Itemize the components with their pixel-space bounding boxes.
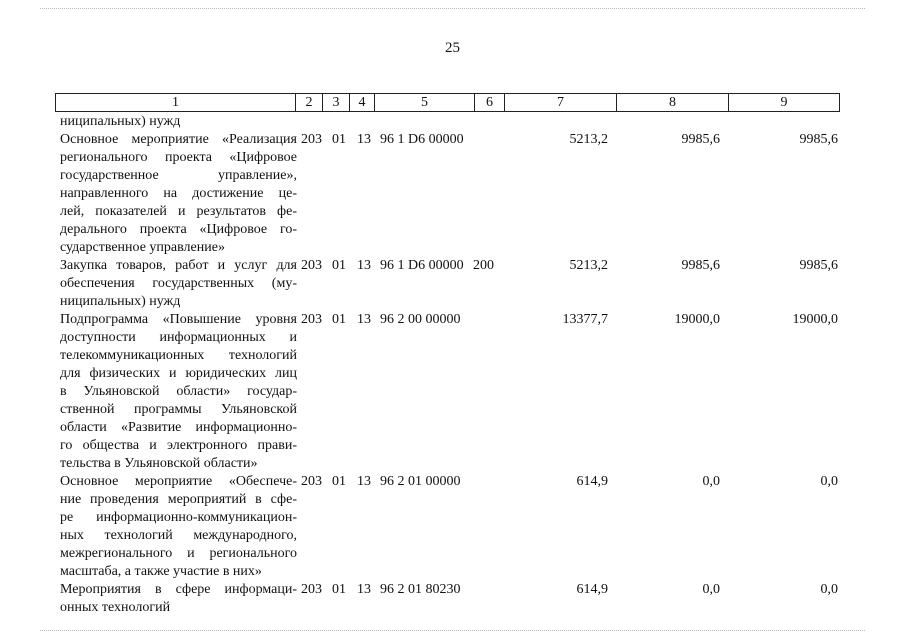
- cell-col-2: 203: [301, 132, 322, 147]
- cell-col-7: 5213,2: [569, 258, 608, 273]
- table-row: [60, 257, 860, 311]
- table-header: [55, 93, 840, 112]
- header-col-2: 2: [296, 94, 323, 111]
- cell-col-4: 13: [357, 132, 371, 147]
- description-line: межрегионального и регионального: [60, 546, 297, 561]
- header-col-5: 5: [375, 94, 475, 111]
- header-col-9: 9: [780, 95, 788, 110]
- description-line: ственной программы Ульяновской: [60, 402, 297, 417]
- header-col-4: 4: [350, 94, 375, 111]
- description-line: го общества и электронного прави-: [60, 438, 297, 453]
- description-line: Мероприятия в сфере информаци-: [60, 582, 297, 597]
- header-col-8: 8: [617, 94, 729, 111]
- cell-col-3: 01: [332, 258, 346, 273]
- cell-col-8: 19000,0: [674, 312, 720, 327]
- scan-edge-bottom: [40, 630, 865, 632]
- cell-col-5: 96 2 00 00000: [380, 312, 461, 327]
- description-line: ниципальных) нужд: [60, 294, 181, 309]
- cell-col-3: 01: [332, 582, 346, 597]
- cell-col-4: 13: [357, 582, 371, 597]
- description-line: тельства в Ульяновской области»: [60, 456, 258, 471]
- row-description: [60, 581, 297, 617]
- cell-col-7: 13377,7: [562, 312, 608, 327]
- cell-col-2: 203: [301, 474, 322, 489]
- cell-col-8: 9985,6: [681, 132, 720, 147]
- cell-col-9: 9985,6: [799, 132, 838, 147]
- cell-col-8: 0,0: [702, 474, 720, 489]
- cell-col-7: 614,9: [576, 474, 608, 489]
- cell-col-5: 96 2 01 00000: [380, 474, 461, 489]
- description-line: Подпрограмма «Повышение уровня: [60, 312, 297, 327]
- description-line: лей, показателей и результатов фе-: [60, 204, 297, 219]
- cell-col-4: 13: [357, 258, 371, 273]
- header-col-6: 6: [475, 94, 505, 111]
- description-line: государственное управление»,: [60, 168, 297, 183]
- scan-edge-top: [40, 8, 865, 10]
- cell-col-4: 13: [357, 312, 371, 327]
- cell-col-4: 13: [357, 474, 371, 489]
- description-line: онных технологий: [60, 600, 171, 615]
- cell-col-3: 01: [332, 132, 346, 147]
- row-description: [60, 131, 297, 257]
- cell-col-5: 96 2 01 80230: [380, 582, 461, 597]
- description-line: обеспечения государственных (му-: [60, 276, 297, 291]
- row-description: [60, 311, 297, 473]
- description-line: в Ульяновской области» государ-: [60, 384, 297, 399]
- description-line: ние проведения мероприятий в сфе-: [60, 492, 297, 507]
- description-line: масштаба, а также участие в них»: [60, 564, 262, 579]
- cell-col-2: 203: [301, 582, 322, 597]
- description-line: области «Развитие информационно-: [60, 420, 297, 435]
- description-line: ных технологий международного,: [60, 528, 297, 543]
- description-line: Основное мероприятие «Обеспече-: [60, 474, 297, 489]
- cell-col-8: 0,0: [702, 582, 720, 597]
- description-line: доступности информационных и: [60, 330, 297, 345]
- table-row: [60, 311, 860, 473]
- description-line: ре информационно-коммуникацион-: [60, 510, 297, 525]
- header-col-3: 3: [323, 94, 350, 111]
- table-body: [60, 113, 860, 617]
- cell-col-3: 01: [332, 474, 346, 489]
- cell-col-3: 01: [332, 312, 346, 327]
- cell-col-9: 0,0: [820, 582, 838, 597]
- row-description: [60, 257, 297, 311]
- cell-col-5: 96 1 D6 00000: [380, 258, 464, 273]
- page-number: 25: [445, 40, 460, 56]
- cell-col-9: 9985,6: [799, 258, 838, 273]
- row-description: [60, 113, 297, 131]
- table-row: [60, 581, 860, 617]
- table-row: [60, 473, 860, 581]
- cell-col-9: 19000,0: [792, 312, 838, 327]
- description-line: дерального проекта «Цифровое го-: [60, 222, 297, 237]
- description-line: ниципальных) нужд: [60, 114, 181, 129]
- description-line: Основное мероприятие «Реализация: [60, 132, 297, 147]
- description-line: телекоммуникационных технологий: [60, 348, 297, 363]
- description-line: Закупка товаров, работ и услуг для: [60, 258, 297, 273]
- cell-col-6: 200: [473, 258, 494, 273]
- cell-col-2: 203: [301, 312, 322, 327]
- cell-col-8: 9985,6: [681, 258, 720, 273]
- cell-col-9: 0,0: [820, 474, 838, 489]
- description-line: регионального проекта «Цифровое: [60, 150, 297, 165]
- description-line: сударственное управление»: [60, 240, 225, 255]
- description-line: для физических и юридических лиц: [60, 366, 297, 381]
- cell-col-5: 96 1 D6 00000: [380, 132, 464, 147]
- row-description: [60, 473, 297, 581]
- cell-col-7: 614,9: [576, 582, 608, 597]
- cell-col-7: 5213,2: [569, 132, 608, 147]
- table-row: [60, 131, 860, 257]
- header-col-7: 7: [505, 94, 617, 111]
- header-col-1: 1: [56, 94, 296, 111]
- cell-col-2: 203: [301, 258, 322, 273]
- description-line: направленного на достижение це-: [60, 186, 297, 201]
- table-row: [60, 113, 860, 131]
